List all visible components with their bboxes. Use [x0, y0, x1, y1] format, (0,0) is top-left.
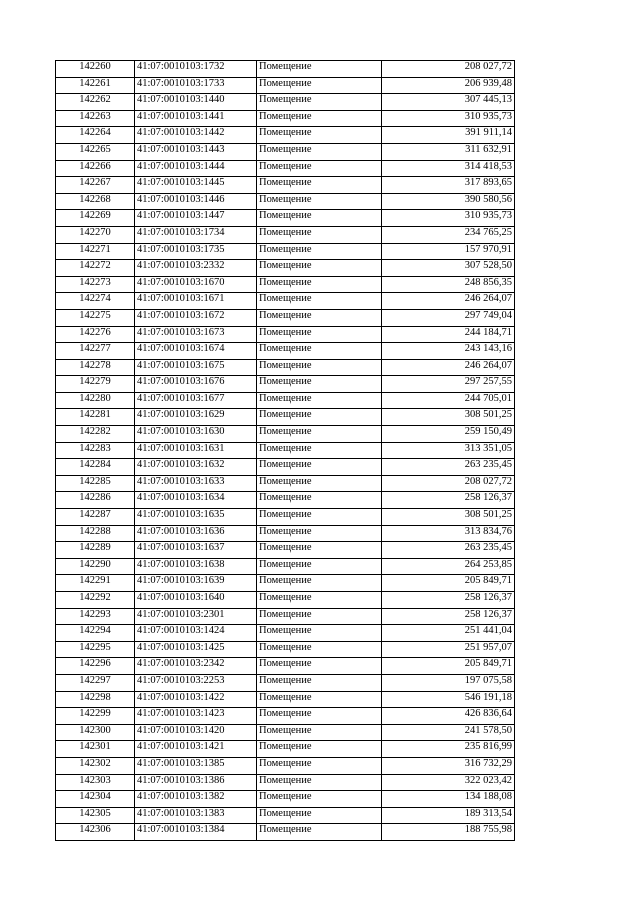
object-type-cell: Помещение — [257, 61, 382, 78]
object-type-cell: Помещение — [257, 409, 382, 426]
cadastral-number-cell: 41:07:0010103:1420 — [135, 724, 257, 741]
cadastral-value-cell: 308 501,25 — [382, 509, 515, 526]
table-row — [56, 77, 515, 94]
cadastral-number-cell: 41:07:0010103:1630 — [135, 426, 257, 443]
cadastral-value-cell: 134 188,08 — [382, 791, 515, 808]
cadastral-value-cell: 313 351,05 — [382, 442, 515, 459]
object-type-cell: Помещение — [257, 94, 382, 111]
object-type-cell: Помещение — [257, 160, 382, 177]
object-type-cell: Помещение — [257, 625, 382, 642]
cadastral-number-cell: 41:07:0010103:1443 — [135, 143, 257, 160]
table-row — [56, 326, 515, 343]
row-number-cell: 142294 — [56, 625, 135, 642]
row-number-cell: 142296 — [56, 658, 135, 675]
cadastral-number-cell: 41:07:0010103:1675 — [135, 359, 257, 376]
cadastral-number-cell: 41:07:0010103:2253 — [135, 674, 257, 691]
cadastral-number-cell: 41:07:0010103:2301 — [135, 608, 257, 625]
table-row — [56, 741, 515, 758]
object-type-cell: Помещение — [257, 608, 382, 625]
cadastral-number-cell: 41:07:0010103:1734 — [135, 226, 257, 243]
cadastral-value-cell: 297 257,55 — [382, 376, 515, 393]
cadastral-number-cell: 41:07:0010103:2332 — [135, 260, 257, 277]
table-row — [56, 592, 515, 609]
cadastral-value-cell: 251 441,04 — [382, 625, 515, 642]
cadastral-number-cell: 41:07:0010103:1629 — [135, 409, 257, 426]
cadastral-value-cell: 263 235,45 — [382, 459, 515, 476]
row-number-cell: 142268 — [56, 193, 135, 210]
object-type-cell: Помещение — [257, 791, 382, 808]
table-row — [56, 94, 515, 111]
row-number-cell: 142271 — [56, 243, 135, 260]
row-number-cell: 142263 — [56, 110, 135, 127]
object-type-cell: Помещение — [257, 575, 382, 592]
cadastral-value-cell: 244 705,01 — [382, 392, 515, 409]
row-number-cell: 142301 — [56, 741, 135, 758]
cadastral-value-cell: 316 732,29 — [382, 757, 515, 774]
cadastral-number-cell: 41:07:0010103:1637 — [135, 542, 257, 559]
object-type-cell: Помещение — [257, 558, 382, 575]
table-row — [56, 343, 515, 360]
table-row — [56, 309, 515, 326]
cadastral-number-cell: 41:07:0010103:1672 — [135, 309, 257, 326]
object-type-cell: Помещение — [257, 127, 382, 144]
cadastral-number-cell: 41:07:0010103:1383 — [135, 807, 257, 824]
object-type-cell: Помещение — [257, 691, 382, 708]
cadastral-value-cell: 297 749,04 — [382, 309, 515, 326]
object-type-cell: Помещение — [257, 774, 382, 791]
cadastral-value-cell: 317 893,65 — [382, 177, 515, 194]
object-type-cell: Помещение — [257, 177, 382, 194]
cadastral-value-cell: 248 856,35 — [382, 276, 515, 293]
table-row — [56, 807, 515, 824]
table-row — [56, 127, 515, 144]
object-type-cell: Помещение — [257, 641, 382, 658]
cadastral-number-cell: 41:07:0010103:1639 — [135, 575, 257, 592]
cadastral-value-cell: 208 027,72 — [382, 61, 515, 78]
cadastral-value-cell: 264 253,85 — [382, 558, 515, 575]
table-row — [56, 525, 515, 542]
cadastral-number-cell: 41:07:0010103:1441 — [135, 110, 257, 127]
object-type-cell: Помещение — [257, 542, 382, 559]
cadastral-value-cell: 205 849,71 — [382, 575, 515, 592]
cadastral-number-cell: 41:07:0010103:1632 — [135, 459, 257, 476]
cadastral-number-cell: 41:07:0010103:1446 — [135, 193, 257, 210]
cadastral-value-cell: 314 418,53 — [382, 160, 515, 177]
cadastral-value-cell: 311 632,91 — [382, 143, 515, 160]
object-type-cell: Помещение — [257, 658, 382, 675]
table-row — [56, 641, 515, 658]
table-row — [56, 724, 515, 741]
cadastral-number-cell: 41:07:0010103:1421 — [135, 741, 257, 758]
property-table — [55, 60, 515, 841]
cadastral-number-cell: 41:07:0010103:1445 — [135, 177, 257, 194]
object-type-cell: Помещение — [257, 824, 382, 841]
row-number-cell: 142272 — [56, 260, 135, 277]
table-row — [56, 293, 515, 310]
row-number-cell: 142265 — [56, 143, 135, 160]
cadastral-number-cell: 41:07:0010103:1382 — [135, 791, 257, 808]
row-number-cell: 142306 — [56, 824, 135, 841]
table-row — [56, 757, 515, 774]
row-number-cell: 142275 — [56, 309, 135, 326]
cadastral-value-cell: 243 143,16 — [382, 343, 515, 360]
cadastral-number-cell: 41:07:0010103:1671 — [135, 293, 257, 310]
row-number-cell: 142288 — [56, 525, 135, 542]
row-number-cell: 142270 — [56, 226, 135, 243]
table-row — [56, 442, 515, 459]
table-row — [56, 674, 515, 691]
cadastral-number-cell: 41:07:0010103:1386 — [135, 774, 257, 791]
table-row — [56, 426, 515, 443]
table-row — [56, 160, 515, 177]
row-number-cell: 142291 — [56, 575, 135, 592]
table-row — [56, 143, 515, 160]
row-number-cell: 142290 — [56, 558, 135, 575]
object-type-cell: Помещение — [257, 459, 382, 476]
object-type-cell: Помещение — [257, 276, 382, 293]
row-number-cell: 142277 — [56, 343, 135, 360]
row-number-cell: 142283 — [56, 442, 135, 459]
cadastral-number-cell: 41:07:0010103:1638 — [135, 558, 257, 575]
table-row — [56, 177, 515, 194]
object-type-cell: Помещение — [257, 757, 382, 774]
object-type-cell: Помещение — [257, 77, 382, 94]
table-row — [56, 110, 515, 127]
object-type-cell: Помещение — [257, 741, 382, 758]
table-row — [56, 392, 515, 409]
row-number-cell: 142298 — [56, 691, 135, 708]
row-number-cell: 142302 — [56, 757, 135, 774]
row-number-cell: 142280 — [56, 392, 135, 409]
cadastral-number-cell: 41:07:0010103:1635 — [135, 509, 257, 526]
row-number-cell: 142295 — [56, 641, 135, 658]
row-number-cell: 142287 — [56, 509, 135, 526]
cadastral-number-cell: 41:07:0010103:1634 — [135, 492, 257, 509]
object-type-cell: Помещение — [257, 260, 382, 277]
object-type-cell: Помещение — [257, 724, 382, 741]
cadastral-value-cell: 308 501,25 — [382, 409, 515, 426]
cadastral-number-cell: 41:07:0010103:1422 — [135, 691, 257, 708]
table-row — [56, 791, 515, 808]
table-row — [56, 61, 515, 78]
row-number-cell: 142266 — [56, 160, 135, 177]
table-row — [56, 558, 515, 575]
object-type-cell: Помещение — [257, 708, 382, 725]
cadastral-number-cell: 41:07:0010103:1732 — [135, 61, 257, 78]
cadastral-number-cell: 41:07:0010103:1636 — [135, 525, 257, 542]
cadastral-value-cell: 258 126,37 — [382, 592, 515, 609]
table-row — [56, 243, 515, 260]
object-type-cell: Помещение — [257, 492, 382, 509]
cadastral-value-cell: 246 264,07 — [382, 359, 515, 376]
row-number-cell: 142297 — [56, 674, 135, 691]
cadastral-value-cell: 189 313,54 — [382, 807, 515, 824]
table-row — [56, 708, 515, 725]
table-row — [56, 193, 515, 210]
row-number-cell: 142300 — [56, 724, 135, 741]
cadastral-value-cell: 546 191,18 — [382, 691, 515, 708]
row-number-cell: 142303 — [56, 774, 135, 791]
cadastral-value-cell: 206 939,48 — [382, 77, 515, 94]
cadastral-number-cell: 41:07:0010103:1385 — [135, 757, 257, 774]
object-type-cell: Помещение — [257, 359, 382, 376]
object-type-cell: Помещение — [257, 243, 382, 260]
table-row — [56, 575, 515, 592]
cadastral-number-cell: 41:07:0010103:1425 — [135, 641, 257, 658]
row-number-cell: 142299 — [56, 708, 135, 725]
cadastral-number-cell: 41:07:0010103:1444 — [135, 160, 257, 177]
object-type-cell: Помещение — [257, 376, 382, 393]
row-number-cell: 142276 — [56, 326, 135, 343]
cadastral-value-cell: 208 027,72 — [382, 475, 515, 492]
cadastral-number-cell: 41:07:0010103:1674 — [135, 343, 257, 360]
object-type-cell: Помещение — [257, 442, 382, 459]
object-type-cell: Помещение — [257, 343, 382, 360]
object-type-cell: Помещение — [257, 293, 382, 310]
cadastral-value-cell: 390 580,56 — [382, 193, 515, 210]
object-type-cell: Помещение — [257, 426, 382, 443]
row-number-cell: 142273 — [56, 276, 135, 293]
row-number-cell: 142293 — [56, 608, 135, 625]
cadastral-number-cell: 41:07:0010103:1424 — [135, 625, 257, 642]
cadastral-value-cell: 259 150,49 — [382, 426, 515, 443]
row-number-cell: 142262 — [56, 94, 135, 111]
table-row — [56, 774, 515, 791]
row-number-cell: 142279 — [56, 376, 135, 393]
cadastral-value-cell: 241 578,50 — [382, 724, 515, 741]
cadastral-value-cell: 310 935,73 — [382, 210, 515, 227]
row-number-cell: 142278 — [56, 359, 135, 376]
object-type-cell: Помещение — [257, 210, 382, 227]
table-row — [56, 475, 515, 492]
object-type-cell: Помещение — [257, 110, 382, 127]
object-type-cell: Помещение — [257, 392, 382, 409]
table-row — [56, 376, 515, 393]
cadastral-number-cell: 41:07:0010103:1676 — [135, 376, 257, 393]
table-row — [56, 359, 515, 376]
row-number-cell: 142274 — [56, 293, 135, 310]
cadastral-number-cell: 41:07:0010103:1670 — [135, 276, 257, 293]
cadastral-number-cell: 41:07:0010103:2342 — [135, 658, 257, 675]
cadastral-number-cell: 41:07:0010103:1440 — [135, 94, 257, 111]
cadastral-number-cell: 41:07:0010103:1673 — [135, 326, 257, 343]
row-number-cell: 142292 — [56, 592, 135, 609]
object-type-cell: Помещение — [257, 309, 382, 326]
row-number-cell: 142269 — [56, 210, 135, 227]
cadastral-number-cell: 41:07:0010103:1447 — [135, 210, 257, 227]
object-type-cell: Помещение — [257, 525, 382, 542]
object-type-cell: Помещение — [257, 143, 382, 160]
table-row — [56, 409, 515, 426]
cadastral-value-cell: 426 836,64 — [382, 708, 515, 725]
row-number-cell: 142304 — [56, 791, 135, 808]
cadastral-number-cell: 41:07:0010103:1384 — [135, 824, 257, 841]
row-number-cell: 142286 — [56, 492, 135, 509]
cadastral-value-cell: 307 445,13 — [382, 94, 515, 111]
table-row — [56, 260, 515, 277]
table-row — [56, 625, 515, 642]
row-number-cell: 142267 — [56, 177, 135, 194]
cadastral-number-cell: 41:07:0010103:1633 — [135, 475, 257, 492]
table-row — [56, 226, 515, 243]
cadastral-number-cell: 41:07:0010103:1442 — [135, 127, 257, 144]
table-row — [56, 459, 515, 476]
cadastral-value-cell: 258 126,37 — [382, 608, 515, 625]
cadastral-value-cell: 244 184,71 — [382, 326, 515, 343]
cadastral-number-cell: 41:07:0010103:1640 — [135, 592, 257, 609]
row-number-cell: 142281 — [56, 409, 135, 426]
table-row — [56, 824, 515, 841]
cadastral-value-cell: 246 264,07 — [382, 293, 515, 310]
row-number-cell: 142284 — [56, 459, 135, 476]
object-type-cell: Помещение — [257, 475, 382, 492]
cadastral-value-cell: 205 849,71 — [382, 658, 515, 675]
table-row — [56, 210, 515, 227]
cadastral-value-cell: 234 765,25 — [382, 226, 515, 243]
cadastral-value-cell: 157 970,91 — [382, 243, 515, 260]
table-row — [56, 276, 515, 293]
row-number-cell: 142305 — [56, 807, 135, 824]
object-type-cell: Помещение — [257, 326, 382, 343]
cadastral-value-cell: 188 755,98 — [382, 824, 515, 841]
object-type-cell: Помещение — [257, 193, 382, 210]
table-row — [56, 492, 515, 509]
cadastral-number-cell: 41:07:0010103:1677 — [135, 392, 257, 409]
object-type-cell: Помещение — [257, 674, 382, 691]
cadastral-number-cell: 41:07:0010103:1423 — [135, 708, 257, 725]
table-body — [56, 61, 515, 841]
cadastral-value-cell: 235 816,99 — [382, 741, 515, 758]
object-type-cell: Помещение — [257, 509, 382, 526]
cadastral-value-cell: 251 957,07 — [382, 641, 515, 658]
row-number-cell: 142264 — [56, 127, 135, 144]
cadastral-value-cell: 310 935,73 — [382, 110, 515, 127]
row-number-cell: 142260 — [56, 61, 135, 78]
row-number-cell: 142261 — [56, 77, 135, 94]
table-row — [56, 542, 515, 559]
cadastral-value-cell: 258 126,37 — [382, 492, 515, 509]
cadastral-value-cell: 322 023,42 — [382, 774, 515, 791]
row-number-cell: 142285 — [56, 475, 135, 492]
cadastral-value-cell: 197 075,58 — [382, 674, 515, 691]
row-number-cell: 142289 — [56, 542, 135, 559]
cadastral-number-cell: 41:07:0010103:1735 — [135, 243, 257, 260]
cadastral-value-cell: 391 911,14 — [382, 127, 515, 144]
cadastral-number-cell: 41:07:0010103:1733 — [135, 77, 257, 94]
cadastral-value-cell: 307 528,50 — [382, 260, 515, 277]
object-type-cell: Помещение — [257, 226, 382, 243]
object-type-cell: Помещение — [257, 807, 382, 824]
cadastral-value-cell: 263 235,45 — [382, 542, 515, 559]
cadastral-number-cell: 41:07:0010103:1631 — [135, 442, 257, 459]
table-row — [56, 658, 515, 675]
table-row — [56, 691, 515, 708]
row-number-cell: 142282 — [56, 426, 135, 443]
table-row — [56, 509, 515, 526]
table-row — [56, 608, 515, 625]
cadastral-value-cell: 313 834,76 — [382, 525, 515, 542]
object-type-cell: Помещение — [257, 592, 382, 609]
